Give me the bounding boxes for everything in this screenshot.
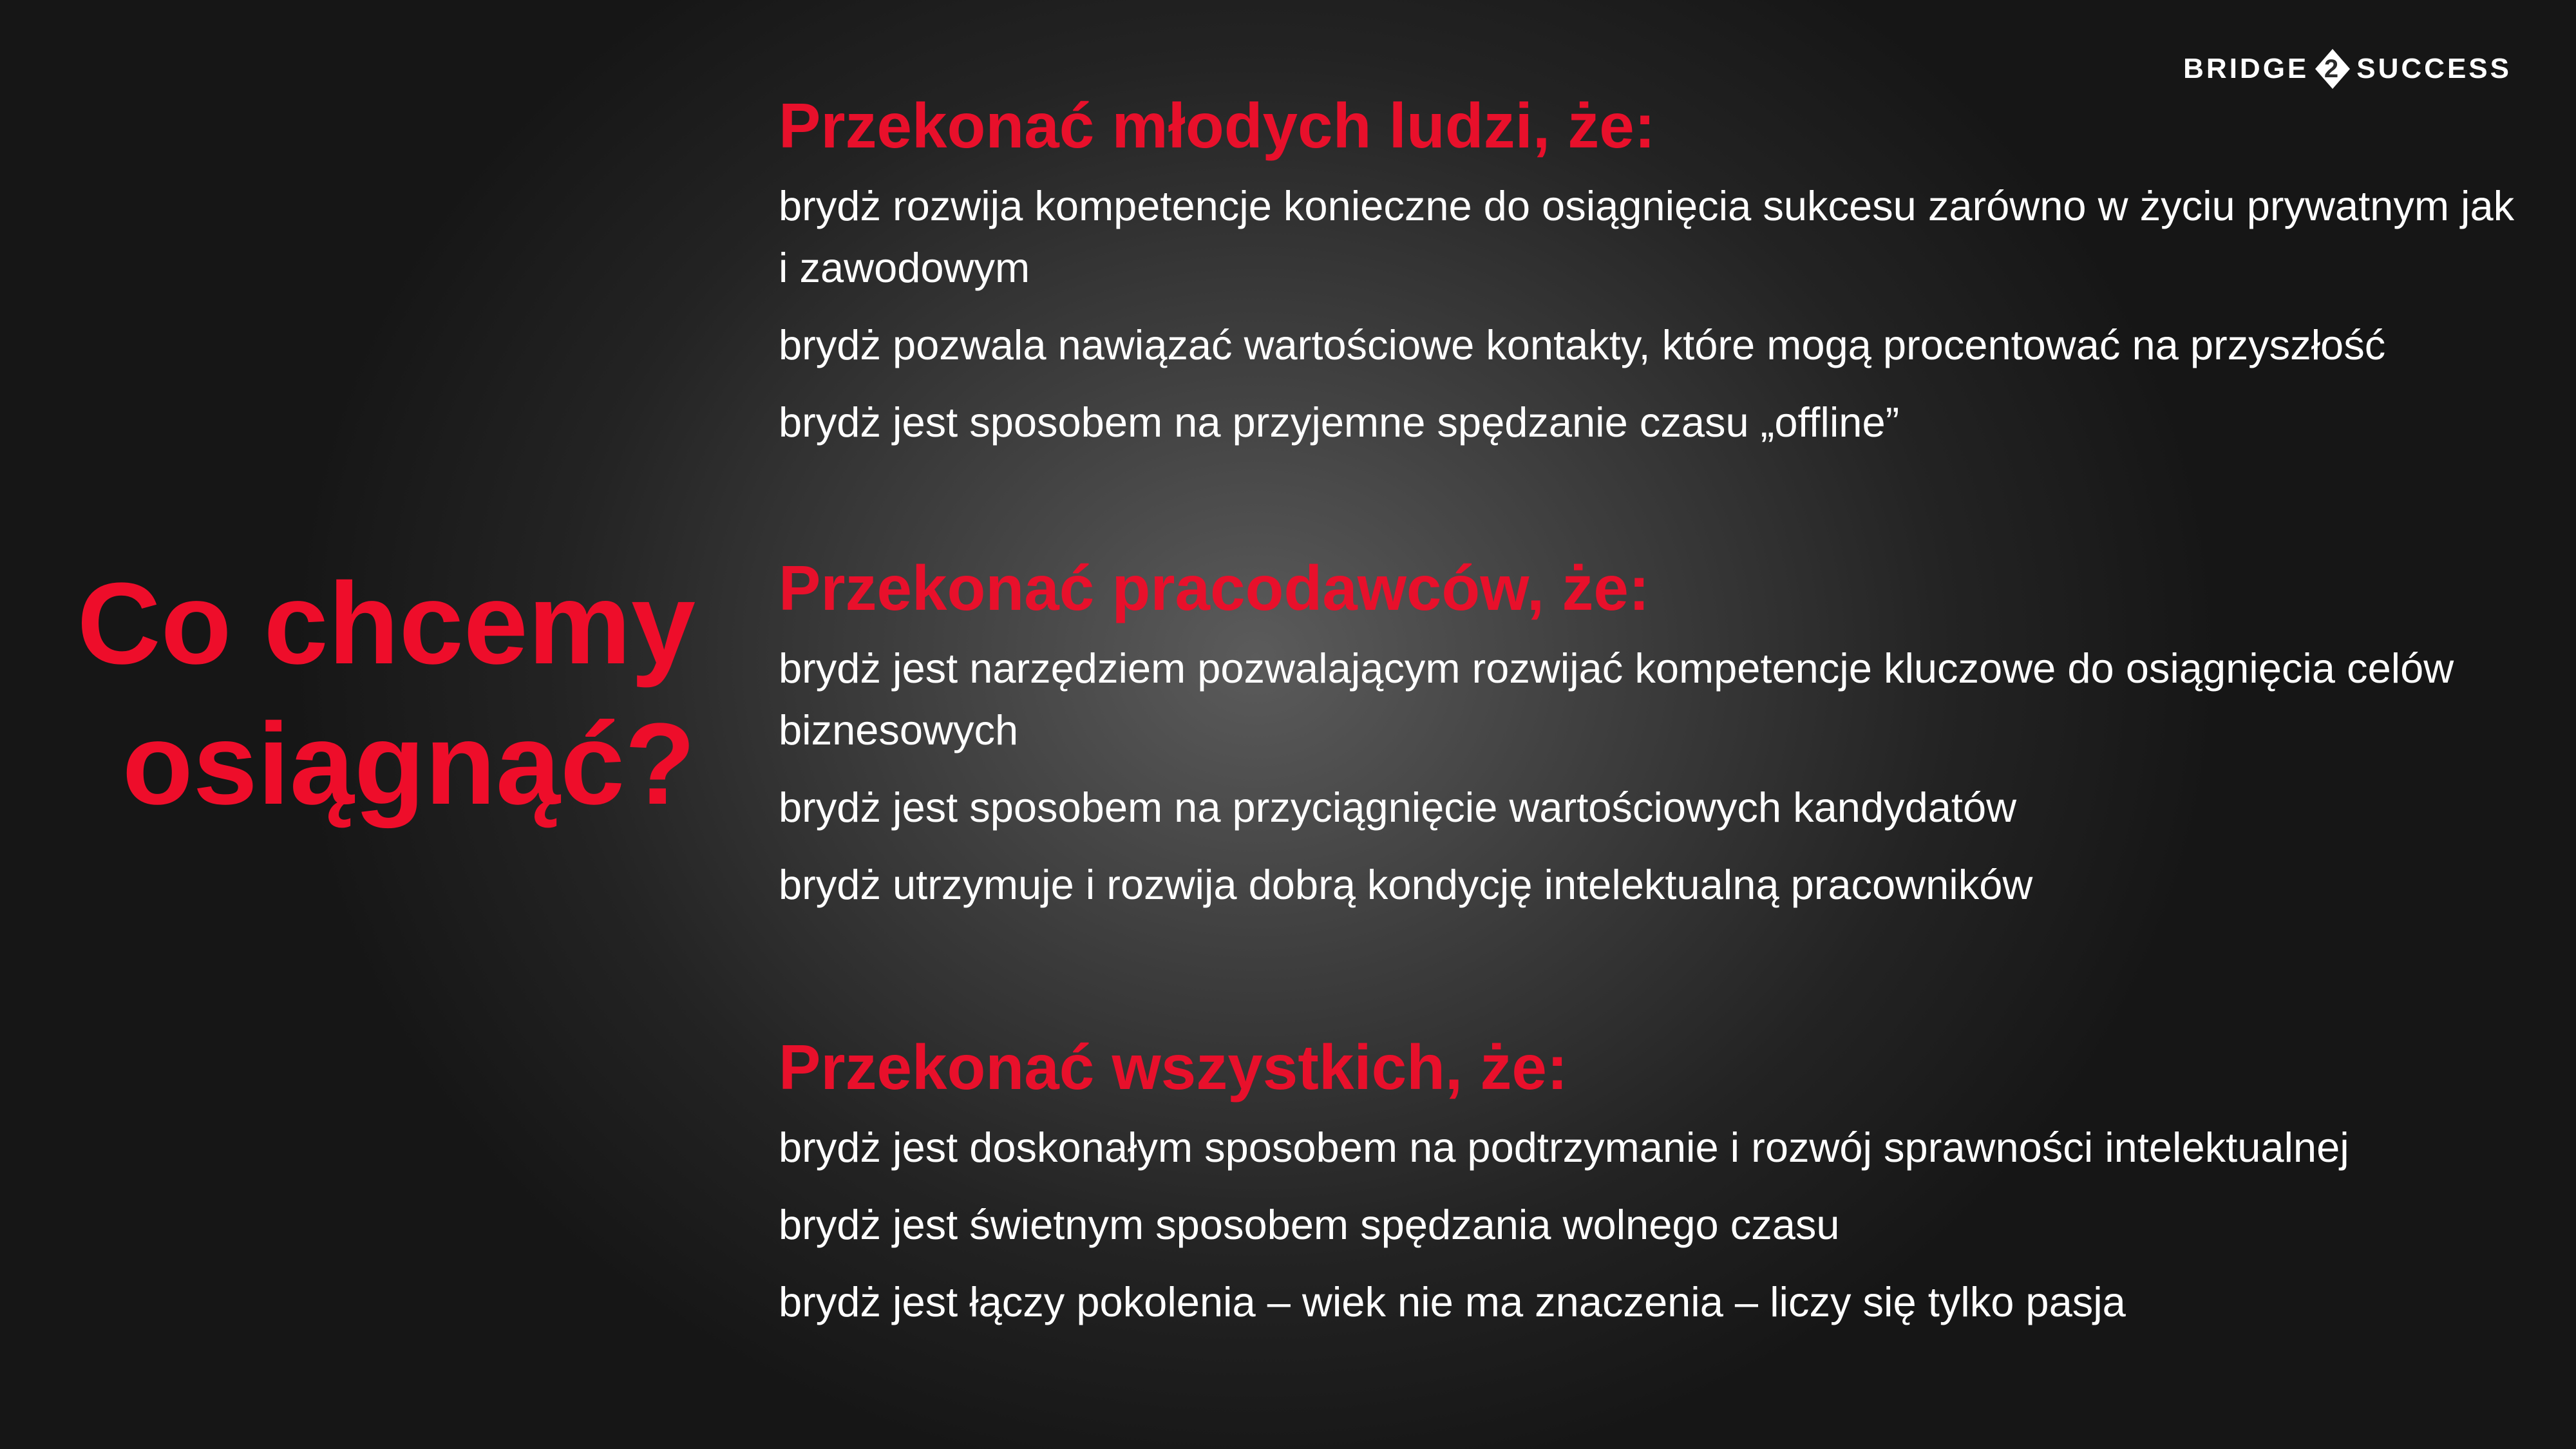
spade-two-icon: [2313, 48, 2353, 90]
bullet-item: brydż jest świetnym sposobem spędzania wolnego czasu: [779, 1201, 1840, 1248]
section-heading: Przekonać wszystkich, że:: [779, 1032, 1568, 1103]
bullet-item: brydż pozwala nawiązać wartościowe kontakty, które mogą procentować na przyszłość: [779, 321, 2386, 368]
bullet-item: brydż utrzymuje i rozwija dobrą kondycję intelektualną pracowników: [779, 861, 2033, 908]
bullet-item: brydż jest doskonałym sposobem na podtrzymanie i rozwój sprawności intelektualnej: [779, 1124, 2349, 1171]
bullet-item: brydż jest sposobem na przyciągnięcie wartościowych kandydatów: [779, 784, 2017, 831]
logo-mark-glyph: 2: [2324, 55, 2342, 83]
bullet-item: brydż jest sposobem na przyjemne spędzanie czasu „offline”: [779, 399, 1900, 446]
slide-title-line-2: osiągnąć?: [122, 699, 696, 829]
logo-text-bridge: BRIDGE: [2183, 53, 2309, 84]
section-employers: [779, 553, 2517, 916]
bullet-item: brydż jest łączy pokolenia – wiek nie ma znaczenia – liczy się tylko pasja: [779, 1278, 2126, 1325]
section-young-people: [779, 90, 2517, 453]
logo-text-success: SUCCESS: [2356, 53, 2512, 84]
slide-title: [39, 554, 696, 835]
bridge2success-logo: [2183, 46, 2512, 91]
bullet-item: brydż jest narzędziem pozwalającym rozwijać kompetencje kluczowe do osiągnięcia celów biznesowych: [779, 645, 2454, 753]
section-heading: Przekonać pracodawców, że:: [779, 553, 1650, 623]
slide-title-line-1: Co chcemy: [77, 559, 696, 688]
section-everyone: [779, 1032, 2517, 1333]
bullet-item: brydż rozwija kompetencje konieczne do osiągnięcia sukcesu zarówno w życiu prywatnym jak i zawodowym: [779, 182, 2515, 291]
section-heading: Przekonać młodych ludzi, że:: [779, 90, 1656, 161]
